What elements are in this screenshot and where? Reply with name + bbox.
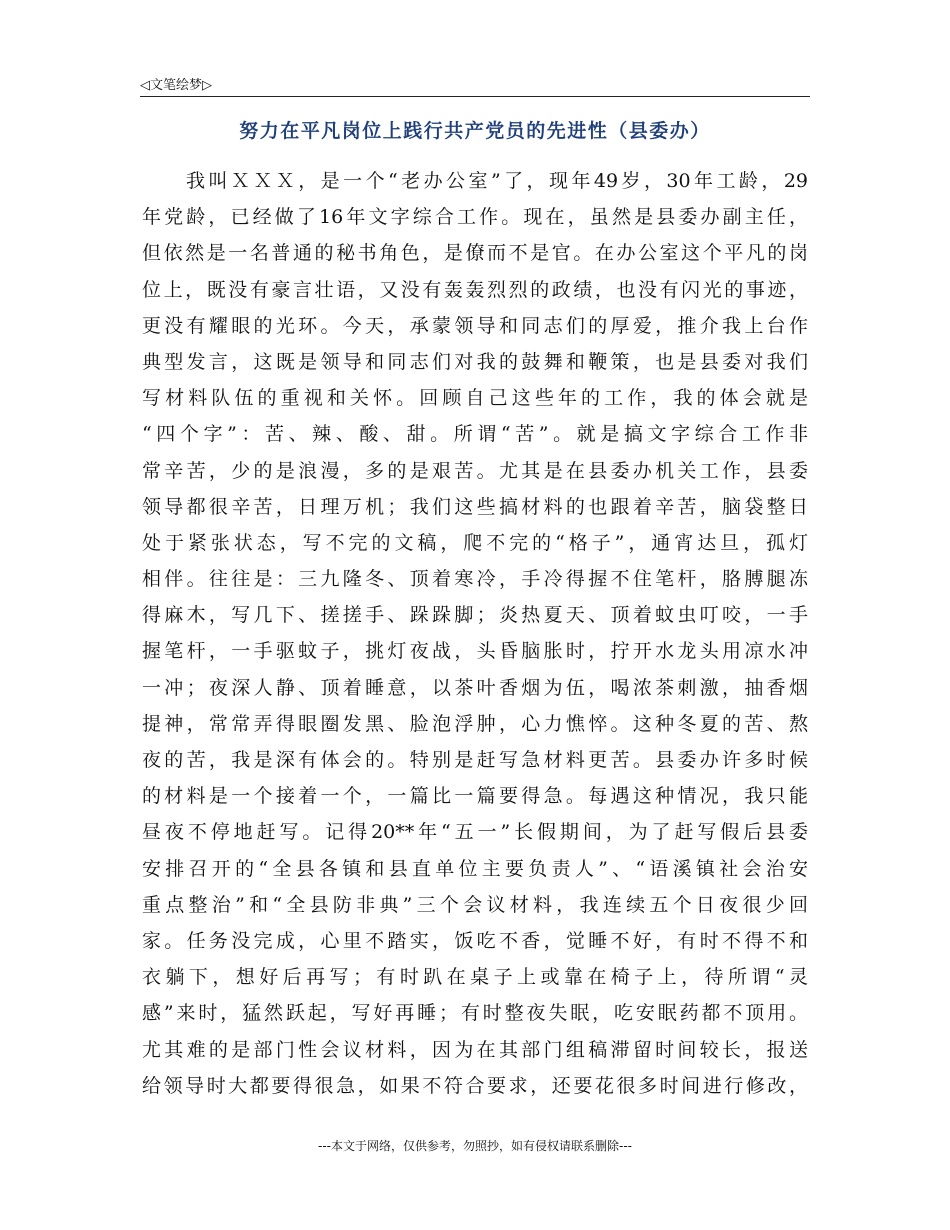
body-line: 年党龄，已经做了16年文字综合工作。现在，虽然是县委办副主任， xyxy=(142,206,808,229)
page-footer: ---本文于网络，仅供参考，勿照抄，如有侵权请联系删除--- xyxy=(318,1139,632,1153)
body-line: 一冲；夜深人静、顶着睡意，以茶叶香烟为伍，喝浓茶刺激，抽香烟 xyxy=(142,676,808,699)
page-header xyxy=(140,70,810,97)
body-line: 给领导时大都要得很急，如果不符合要求，还要花很多时间进行修改， xyxy=(142,1074,808,1097)
body-line: 处于紧张状态，写不完的文稿，爬不完的“格子”，通宵达旦，孤灯 xyxy=(142,531,808,554)
body-line: 家。任务没完成，心里不踏实，饭吃不香，觉睡不好，有时不得不和 xyxy=(142,929,808,952)
body-line: 但依然是一名普通的秘书角色，是僚而不是官。在办公室这个平凡的岗 xyxy=(142,242,808,265)
body-line: 夜的苦，我是深有体会的。特别是赶写急材料更苦。县委办许多时候 xyxy=(142,749,808,771)
body-line: 我叫ＸＸＸ，是一个“老办公室”了，现年49岁，30年工龄，29 xyxy=(186,170,808,192)
body-line: 的材料是一个接着一个，一篇比一篇要得急。每遇这种情况，我只能 xyxy=(142,785,808,808)
body-line: “四个字”：苦、辣、酸、甜。所谓“苦”。就是搞文字综合工作非 xyxy=(142,423,808,446)
body-line: 典型发言，这既是领导和同志们对我的鼓舞和鞭策，也是县委对我们 xyxy=(142,350,808,373)
body-line: 安排召开的“全县各镇和县直单位主要负责人”、“语溪镇社会治安 xyxy=(142,857,808,880)
document-title: 努力在平凡岗位上践行共产党员的先进性（县委办） xyxy=(239,120,711,142)
body-line: 相伴。往往是：三九隆冬、顶着寒冷，手冷得握不住笔杆，胳膊腿冻 xyxy=(142,568,808,591)
body-line: 尤其难的是部门性会议材料，因为在其部门组稿滞留时间较长，报送 xyxy=(142,1038,808,1061)
body-line: 领导都很辛苦，日理万机；我们这些搞材料的也跟着辛苦，脑袋整日 xyxy=(142,495,808,518)
body-line: 写材料队伍的重视和关怀。回顾自己这些年的工作，我的体会就是 xyxy=(142,387,808,410)
body-line: 常辛苦，少的是浪漫，多的是艰苦。尤其是在县委办机关工作，县委 xyxy=(142,459,808,482)
body-line: 握笔杆，一手驱蚊子，挑灯夜战，头昏脑胀时，拧开水龙头用凉水冲 xyxy=(142,640,808,663)
body-line: 昼夜不停地赶写。记得20**年“五一”长假期间，为了赶写假后县委 xyxy=(142,821,808,844)
body-line: 得麻木，写几下、搓搓手、跺跺脚；炎热夏天、顶着蚊虫叮咬，一手 xyxy=(142,604,808,627)
document-body xyxy=(142,170,808,1111)
body-line: 更没有耀眼的光环。今天，承蒙领导和同志们的厚爱，推介我上台作 xyxy=(142,314,808,337)
header-brand: ◁文笔绘梦▷ xyxy=(140,78,212,93)
body-line: 提神，常常弄得眼圈发黑、脸泡浮肿，心力憔悴。这种冬夏的苦、熬 xyxy=(142,712,808,735)
body-line: 感”来时，猛然跃起，写好再睡；有时整夜失眠，吃安眠药都不顶用。 xyxy=(142,1002,808,1025)
body-line: 位上，既没有豪言壮语，又没有轰轰烈烈的政绩，也没有闪光的事迹， xyxy=(142,278,808,301)
body-line: 衣躺下，想好后再写；有时趴在桌子上或靠在椅子上，待所谓“灵 xyxy=(142,966,808,989)
body-line: 重点整治”和“全县防非典”三个会议材料，我连续五个日夜很少回 xyxy=(142,893,808,916)
